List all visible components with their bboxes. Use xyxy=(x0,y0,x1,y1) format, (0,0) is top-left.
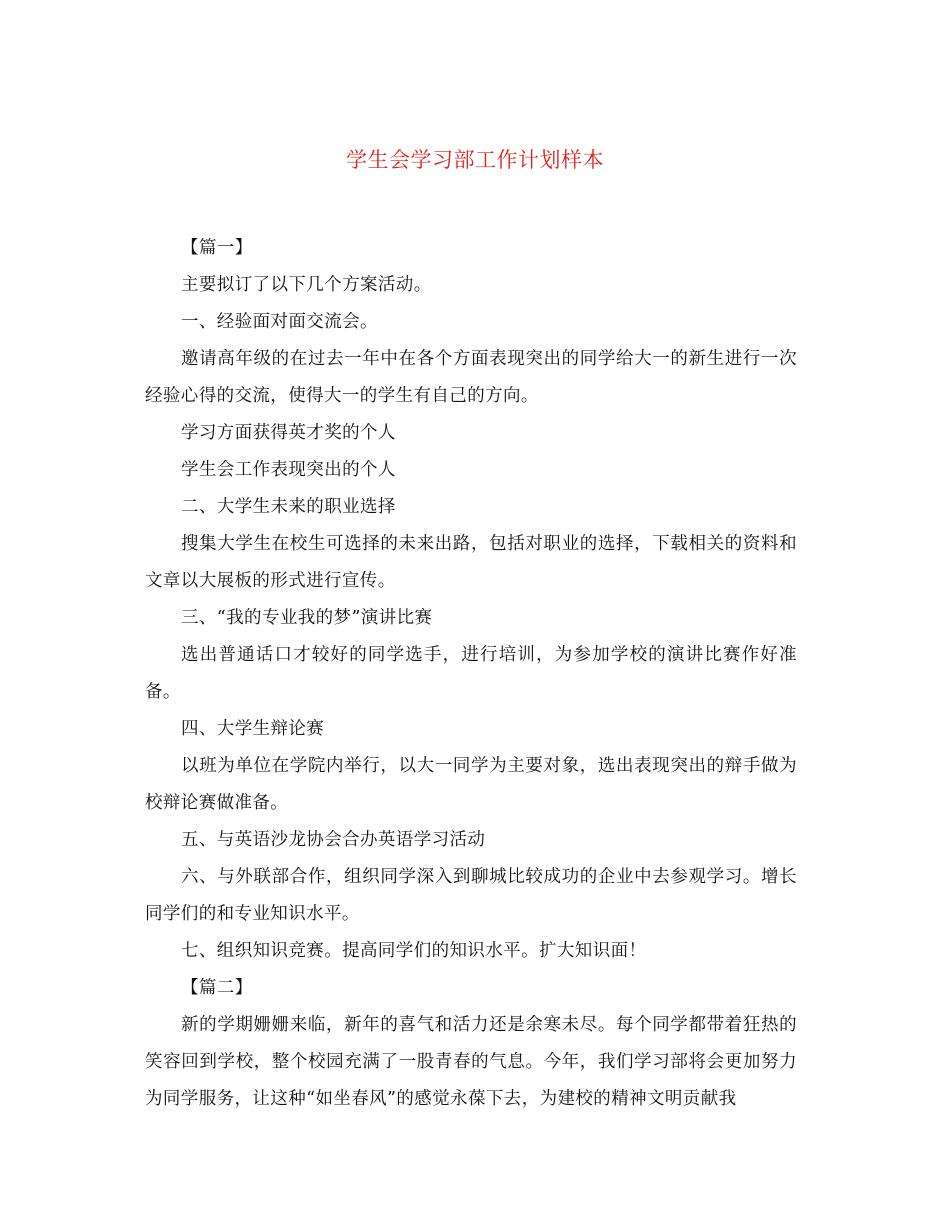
paragraph: 新的学期姗姗来临，新年的喜气和活力还是余寒未尽。每个同学都带着狂热的笑容回到学校，整个校园充满了一股青春的气息。今年，我们学习部将会更加努力为同学服务，让这种“如坐春风”的感觉永葆下去，为建校的精神文明贡献我 xyxy=(145,1015,797,1109)
paragraph: 以班为单位在学院内举行，以大一同学为主要对象，选出表现突出的辩手做为校辩论赛做准备。 xyxy=(145,756,797,813)
paragraph: 七、组织知识竞赛。提高同学们的知识水平。扩大知识面！ xyxy=(181,941,647,961)
document-title: 学生会学习部工作计划样本 xyxy=(346,148,604,172)
paragraph: 学习方面获得英才奖的个人 xyxy=(181,423,396,443)
paragraph: 一、经验面对面交流会。 xyxy=(181,312,378,332)
paragraph: 三、“我的专业我的梦”演讲比赛 xyxy=(181,608,433,628)
document-body xyxy=(145,230,797,1118)
paragraph: 搜集大学生在校生可选择的未来出路，包括对职业的选择，下载相关的资料和文章以大展板的形式进行宣传。 xyxy=(145,534,797,591)
section-heading-1: 【篇一】 xyxy=(181,238,253,258)
paragraph: 邀请高年级的在过去一年中在各个方面表现突出的同学给大一的新生进行一次经验心得的交流，使得大一的学生有自己的方向。 xyxy=(145,349,797,406)
paragraph: 六、与外联部合作，组织同学深入到聊城比较成功的企业中去参观学习。增长同学们的和专业知识水平。 xyxy=(145,867,797,924)
paragraph: 五、与英语沙龙协会合办英语学习活动 xyxy=(181,830,486,850)
paragraph: 选出普通话口才较好的同学选手，进行培训，为参加学校的演讲比赛作好准备。 xyxy=(145,645,797,702)
paragraph: 二、大学生未来的职业选择 xyxy=(181,497,396,517)
paragraph: 学生会工作表现突出的个人 xyxy=(181,460,396,480)
paragraph: 四、大学生辩论赛 xyxy=(181,719,325,739)
section-heading-2: 【篇二】 xyxy=(181,978,253,998)
paragraph: 主要拟订了以下几个方案活动。 xyxy=(181,275,432,295)
